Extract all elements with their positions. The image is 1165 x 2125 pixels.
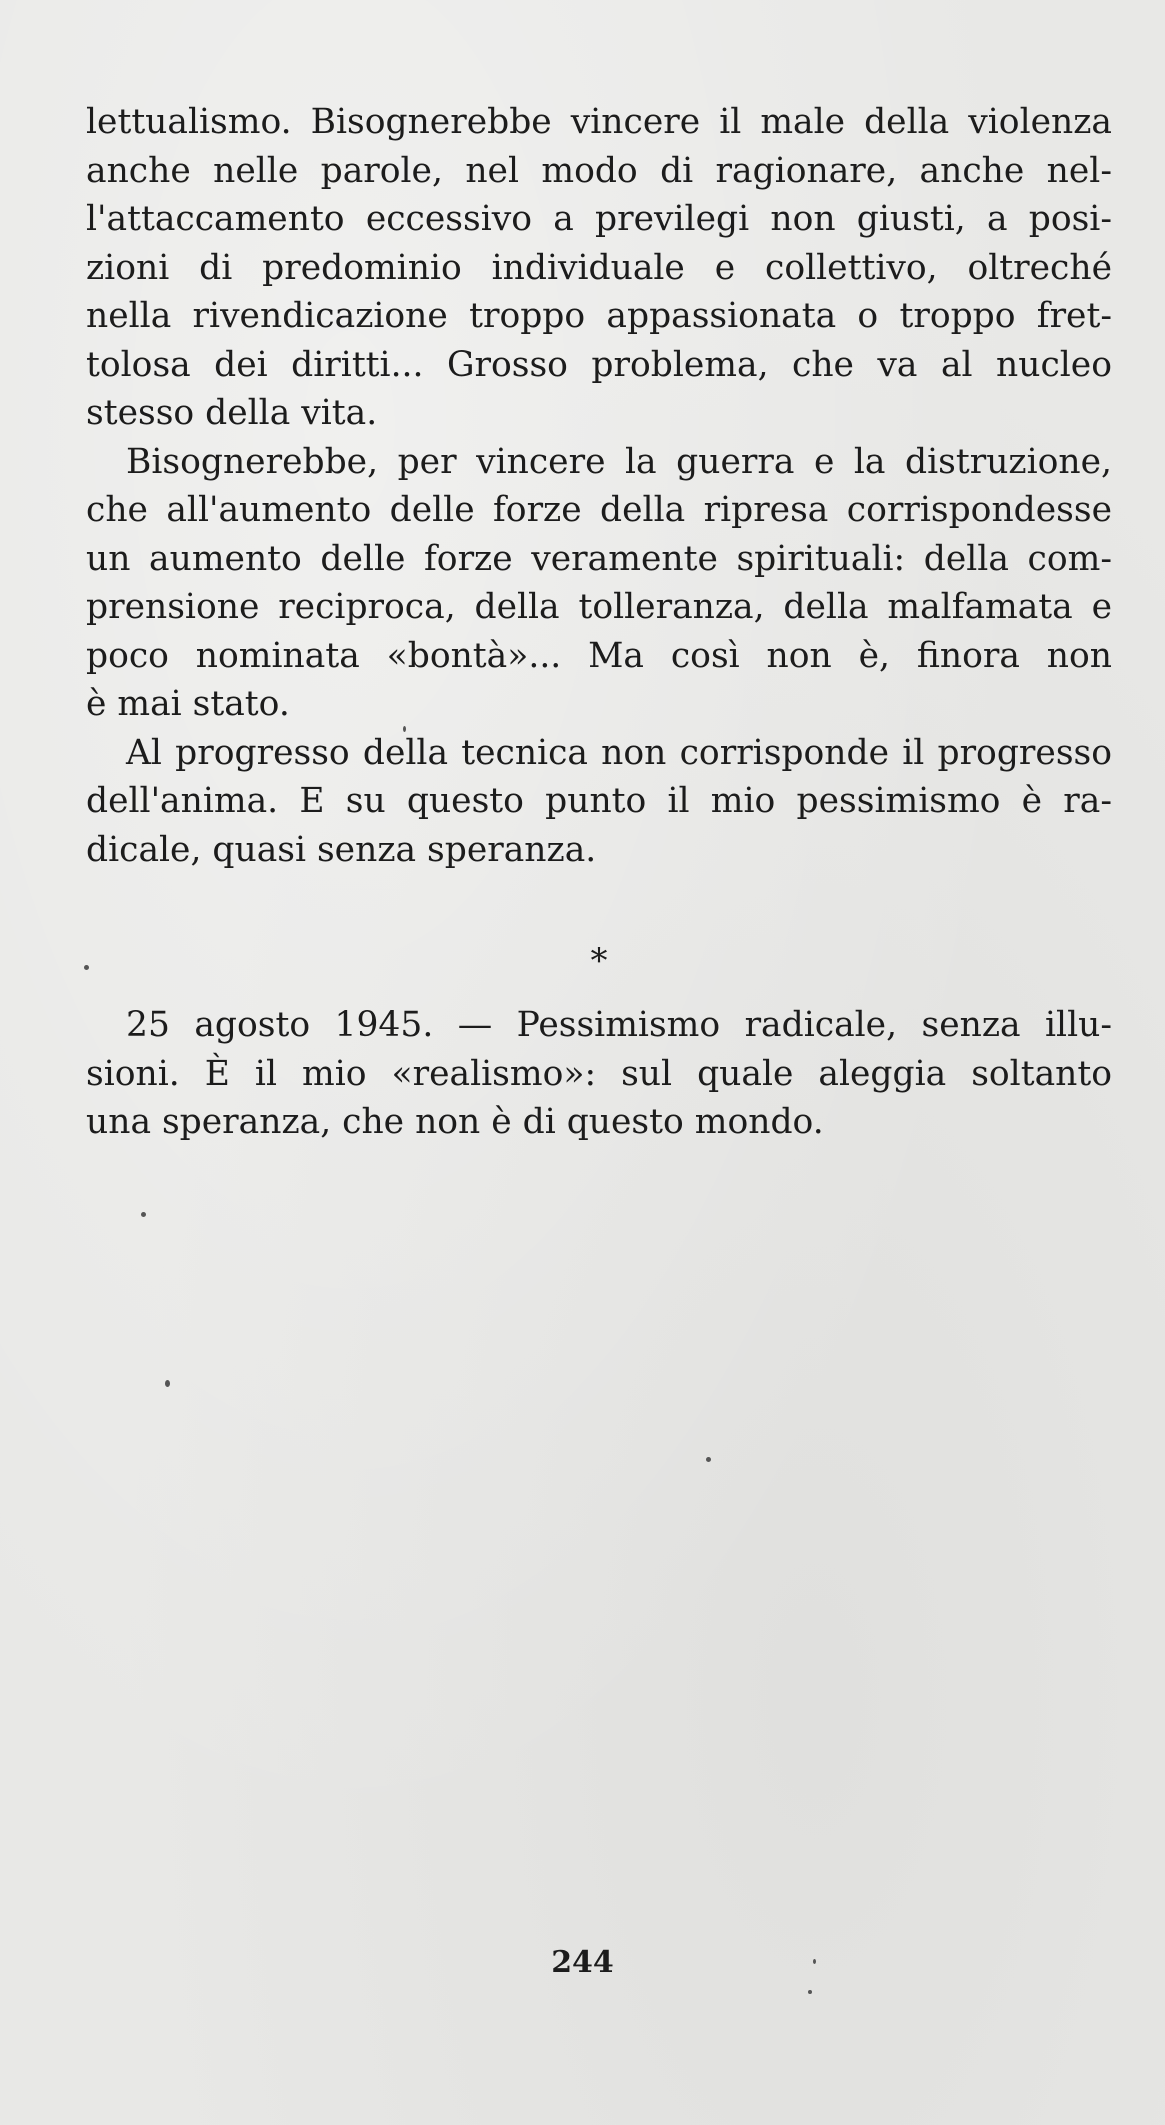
text-line: Al progresso della tecnica non corrisponde il progresso <box>126 732 1112 773</box>
page-body-text <box>86 98 1112 1147</box>
paper-speck <box>403 726 406 732</box>
paragraph-3 <box>86 729 1112 875</box>
paper-speck <box>813 1959 816 1964</box>
text-line: prensione reciproca, della tolleranza, della malfamata e <box>86 587 1112 627</box>
paragraph-4 <box>86 1001 1112 1147</box>
paper-speck <box>141 1212 146 1217</box>
text-line: stesso della vita. <box>86 393 378 433</box>
paper-speck <box>808 1990 812 1994</box>
text-line: l'attaccamento eccessivo a previlegi non giusti, a posi- <box>86 199 1112 239</box>
paper-speck <box>706 1457 711 1462</box>
text-line: zioni di predominio individuale e collettivo, oltreché <box>86 247 1112 288</box>
text-line: che all'aumento delle forze della ripresa corrispondesse <box>86 490 1112 530</box>
text-line: tolosa dei diritti... Grosso problema, che va al nucleo <box>86 344 1112 385</box>
text-line: Bisognerebbe, per vincere la guerra e la distruzione, <box>126 441 1112 482</box>
paragraph-2 <box>86 438 1112 729</box>
text-line: 25 agosto 1945. — Pessimismo radicale, senza illu- <box>126 1005 1112 1045</box>
spacer <box>86 874 1112 923</box>
text-line: poco nominata «bontà»... Ma così non è, finora non <box>86 635 1112 676</box>
text-line: è mai stato. <box>86 684 290 724</box>
text-line: sioni. È il mio «realismo»: sul quale aleggia soltanto <box>86 1053 1112 1094</box>
paper-speck <box>84 965 89 970</box>
text-line: nella rivendicazione troppo appassionata o troppo fret- <box>86 296 1112 336</box>
text-line: anche nelle parole, nel modo di ragionare, anche nel- <box>86 150 1112 191</box>
page-number: 244 <box>551 1945 614 1980</box>
text-line: una speranza, che non è di questo mondo. <box>86 1102 824 1142</box>
text-line: dell'anima. E su questo punto il mio pessimismo è ra- <box>86 781 1112 821</box>
paragraph-1 <box>86 98 1112 438</box>
paper-speck <box>165 1380 170 1387</box>
text-line: lettualismo. Bisognerebbe vincere il male della violenza <box>86 102 1112 142</box>
text-line: un aumento delle forze veramente spirituali: della com- <box>86 538 1112 579</box>
section-separator: * <box>590 940 608 981</box>
text-line: dicale, quasi senza speranza. <box>86 829 597 870</box>
